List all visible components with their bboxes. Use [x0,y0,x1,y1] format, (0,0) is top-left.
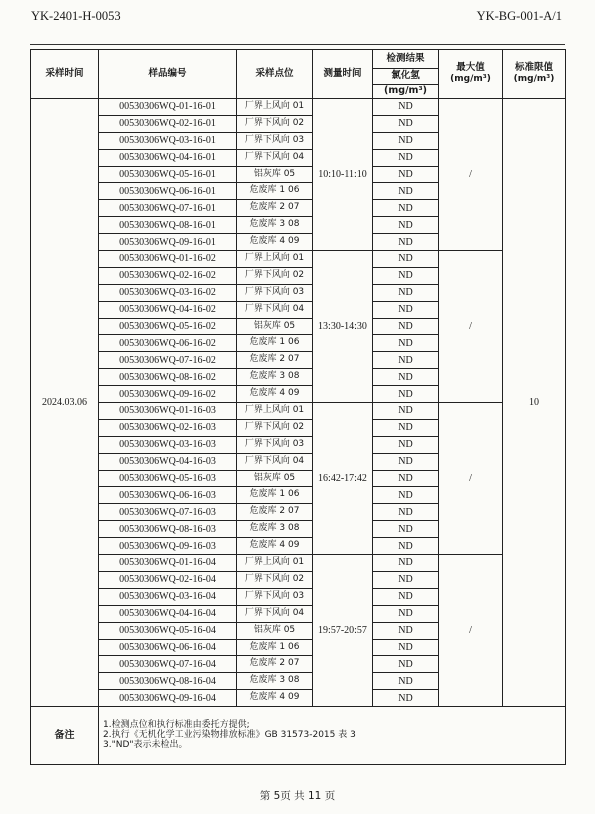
result-cell: ND [373,436,439,453]
result-cell: ND [373,656,439,673]
limit-value-cell: 10 [503,99,566,707]
sample-no-cell: 00530306WQ-05-16-04 [99,622,237,639]
table-row [31,251,566,268]
point-cell: 危废库 1 06 [237,335,313,352]
result-cell: ND [373,690,439,707]
point-cell: 危废库 2 07 [237,504,313,521]
form-code: YK-BG-001-A/1 [476,9,562,23]
sample-no-cell: 00530306WQ-04-16-01 [99,149,237,166]
col-unit: (mg/m³) [373,85,439,99]
point-cell: 厂界下风向 02 [237,267,313,284]
result-cell: ND [373,504,439,521]
result-cell: ND [373,284,439,301]
sample-no-cell: 00530306WQ-03-16-01 [99,132,237,149]
point-cell: 厂界上风向 01 [237,555,313,572]
point-cell: 危废库 3 08 [237,673,313,690]
point-cell: 危废库 4 09 [237,386,313,403]
report-number: YK-2401-H-0053 [31,9,121,23]
table-row [31,99,566,116]
result-cell: ND [373,673,439,690]
point-cell: 危废库 4 09 [237,538,313,555]
result-cell: ND [373,183,439,200]
point-cell: 厂界下风向 03 [237,588,313,605]
point-cell: 铝灰库 05 [237,470,313,487]
point-cell: 危废库 2 07 [237,656,313,673]
point-cell: 厂界上风向 01 [237,99,313,116]
sample-no-cell: 00530306WQ-07-16-04 [99,656,237,673]
sample-no-cell: 00530306WQ-09-16-04 [99,690,237,707]
point-cell: 厂界上风向 01 [237,251,313,268]
max-value-cell: / [439,99,503,251]
sample-no-cell: 00530306WQ-01-16-02 [99,251,237,268]
point-cell: 危废库 2 07 [237,200,313,217]
result-cell: ND [373,352,439,369]
sample-no-cell: 00530306WQ-08-16-01 [99,217,237,234]
measure-time-cell: 13:30-14:30 [313,251,373,403]
note-line: 3."ND"表示未检出。 [103,739,188,750]
sample-no-cell: 00530306WQ-08-16-02 [99,369,237,386]
col-measure-time: 测量时间 [313,50,373,99]
results-table [30,49,566,765]
notes-content [99,707,566,765]
point-cell: 厂界下风向 04 [237,605,313,622]
sample-no-cell: 00530306WQ-04-16-03 [99,453,237,470]
sample-no-cell: 00530306WQ-06-16-02 [99,335,237,352]
table-row [31,555,566,572]
result-cell: ND [373,487,439,504]
point-cell: 铝灰库 05 [237,622,313,639]
sample-no-cell: 00530306WQ-07-16-02 [99,352,237,369]
point-cell: 危废库 3 08 [237,217,313,234]
point-cell: 厂界下风向 02 [237,419,313,436]
result-cell: ND [373,622,439,639]
point-cell: 厂界下风向 03 [237,132,313,149]
measure-time-cell: 19:57-20:57 [313,555,373,707]
result-cell: ND [373,453,439,470]
sample-no-cell: 00530306WQ-02-16-04 [99,571,237,588]
sample-no-cell: 00530306WQ-03-16-04 [99,588,237,605]
point-cell: 危废库 4 09 [237,234,313,251]
page-footer: 第 5页 共 11 页 [259,790,336,802]
sample-no-cell: 00530306WQ-02-16-02 [99,267,237,284]
point-cell: 危废库 3 08 [237,521,313,538]
table-row [31,403,566,420]
sample-no-cell: 00530306WQ-01-16-04 [99,555,237,572]
result-cell: ND [373,166,439,183]
note-line: 2.执行《无机化学工业污染物排放标准》GB 31573-2015 表 3 [103,729,356,740]
sample-no-cell: 00530306WQ-07-16-01 [99,200,237,217]
col-result: 检测结果 [373,50,439,69]
result-cell: ND [373,318,439,335]
result-cell: ND [373,200,439,217]
result-cell: ND [373,99,439,116]
result-cell: ND [373,571,439,588]
point-cell: 危废库 1 06 [237,183,313,200]
sample-no-cell: 00530306WQ-02-16-01 [99,115,237,132]
sample-no-cell: 00530306WQ-06-16-04 [99,639,237,656]
result-cell: ND [373,369,439,386]
results-body [31,99,566,707]
result-cell: ND [373,588,439,605]
sample-no-cell: 00530306WQ-07-16-03 [99,504,237,521]
point-cell: 厂界下风向 03 [237,436,313,453]
result-cell: ND [373,605,439,622]
point-cell: 铝灰库 05 [237,318,313,335]
sample-no-cell: 00530306WQ-01-16-03 [99,403,237,420]
result-cell: ND [373,217,439,234]
sample-no-cell: 00530306WQ-08-16-03 [99,521,237,538]
point-cell: 危废库 1 06 [237,639,313,656]
sample-no-cell: 00530306WQ-04-16-04 [99,605,237,622]
result-cell: ND [373,639,439,656]
point-cell: 危废库 3 08 [237,369,313,386]
point-cell: 厂界下风向 04 [237,149,313,166]
result-cell: ND [373,115,439,132]
sample-no-cell: 00530306WQ-09-16-03 [99,538,237,555]
result-cell: ND [373,538,439,555]
sample-no-cell: 00530306WQ-09-16-02 [99,386,237,403]
point-cell: 厂界下风向 02 [237,571,313,588]
result-cell: ND [373,386,439,403]
point-cell: 厂界下风向 04 [237,453,313,470]
col-limit: 标准限值 (mg/m³) [503,50,566,99]
max-value-cell: / [439,251,503,403]
sample-no-cell: 00530306WQ-03-16-02 [99,284,237,301]
col-point: 采样点位 [237,50,313,99]
col-sample-no: 样品编号 [99,50,237,99]
sample-no-cell: 00530306WQ-05-16-03 [99,470,237,487]
sample-no-cell: 00530306WQ-08-16-04 [99,673,237,690]
max-value-cell: / [439,403,503,555]
sample-no-cell: 00530306WQ-02-16-03 [99,419,237,436]
point-cell: 厂界上风向 01 [237,403,313,420]
result-cell: ND [373,555,439,572]
sample-no-cell: 00530306WQ-01-16-01 [99,99,237,116]
result-cell: ND [373,335,439,352]
result-cell: ND [373,149,439,166]
point-cell: 铝灰库 05 [237,166,313,183]
result-cell: ND [373,234,439,251]
col-analyte: 氯化氢 [373,69,439,85]
sampling-date-cell: 2024.03.06 [31,99,99,707]
result-cell: ND [373,267,439,284]
point-cell: 厂界下风向 04 [237,301,313,318]
point-cell: 危废库 1 06 [237,487,313,504]
point-cell: 危废库 4 09 [237,690,313,707]
point-cell: 厂界下风向 03 [237,284,313,301]
measure-time-cell: 16:42-17:42 [313,403,373,555]
col-sampling-time: 采样时间 [31,50,99,99]
max-value-cell: / [439,555,503,707]
result-cell: ND [373,521,439,538]
sample-no-cell: 00530306WQ-06-16-01 [99,183,237,200]
sample-no-cell: 00530306WQ-09-16-01 [99,234,237,251]
notes-label: 备注 [31,707,99,765]
result-cell: ND [373,132,439,149]
point-cell: 厂界下风向 02 [237,115,313,132]
col-max: 最大值 (mg/m³) [439,50,503,99]
sample-no-cell: 00530306WQ-06-16-03 [99,487,237,504]
sample-no-cell: 00530306WQ-04-16-02 [99,301,237,318]
measure-time-cell: 10:10-11:10 [313,99,373,251]
result-cell: ND [373,301,439,318]
header-rule [30,44,565,45]
point-cell: 危废库 2 07 [237,352,313,369]
sample-no-cell: 00530306WQ-05-16-02 [99,318,237,335]
note-line: 1.检测点位和执行标准由委托方提供; [103,719,250,730]
result-cell: ND [373,470,439,487]
result-cell: ND [373,403,439,420]
sample-no-cell: 00530306WQ-03-16-03 [99,436,237,453]
sample-no-cell: 00530306WQ-05-16-01 [99,166,237,183]
result-cell: ND [373,419,439,436]
result-cell: ND [373,251,439,268]
